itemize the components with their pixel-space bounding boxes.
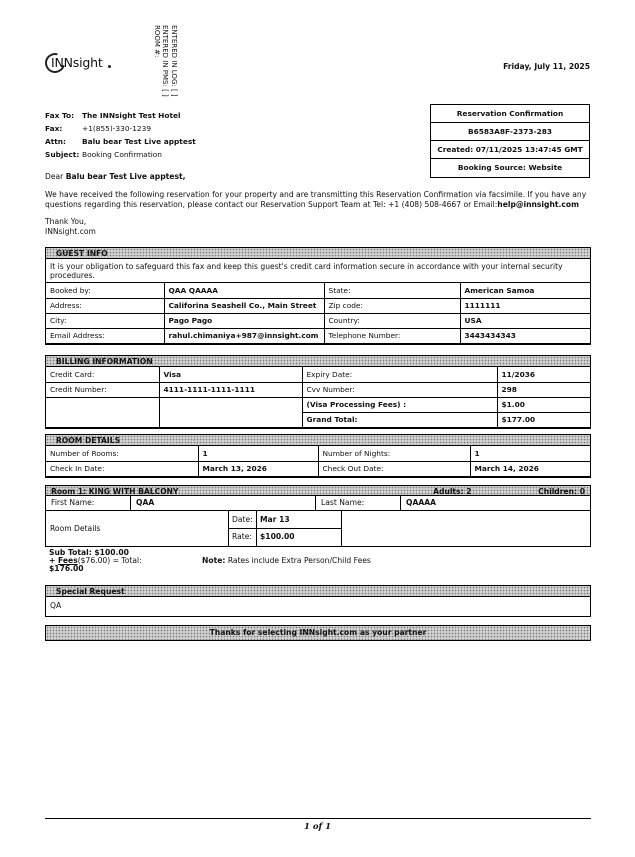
table-row: (Visa Processing Fees) : $1.00 [46, 397, 590, 412]
rate-label: Rate: [229, 529, 257, 546]
room-details-label: Room Details [46, 511, 229, 546]
signature: INNsight.com [45, 227, 96, 236]
thank-you: Thank You, [45, 217, 87, 226]
confirmation-number: B6583A8F-2373-283 [431, 123, 589, 141]
room-total: $176.00 [49, 564, 84, 573]
billing-header: BILLING INFORMATION [46, 356, 590, 367]
adults-count: Adults: 2 [433, 487, 472, 496]
room-1-title: Room 1: KING WITH BALCONY [51, 487, 179, 496]
subtotal: Sub Total: $100.00 [49, 548, 129, 557]
footer-divider [45, 818, 591, 819]
booking-source: Booking Source: Website [457, 163, 563, 172]
guest-info-header: GUEST INFO [46, 248, 590, 259]
totals-block [45, 547, 591, 573]
attn-value: Balu bear Test Live apptest [82, 137, 196, 146]
guest-info-table [46, 283, 590, 344]
stamp-line-pms: ENTERED IN PMS: [ ] [161, 25, 170, 97]
table-row: Check In Date: March 13, 2026 Check Out Date: March 14, 2026 [46, 461, 590, 476]
table-row: Booked by: QAA QAAAA State: American Samoa [46, 283, 590, 298]
fax-number-label: Fax: [45, 124, 63, 133]
fax-to-label: Fax To: [45, 111, 75, 120]
salutation: Dear Balu bear Test Live apptest, [45, 172, 186, 181]
room-guest-row [45, 496, 591, 511]
table-row: Credit Card: Visa Expiry Date: 11/2036 [46, 367, 590, 382]
rate-value: $100.00 [257, 529, 342, 546]
table-row: Email Address: rahul.chimaniya+987@innsight.com Telephone Number: 3443434343 [46, 328, 590, 343]
room-1-header [45, 485, 591, 496]
last-name-value: QAAAA [406, 498, 436, 507]
table-row: Grand Total: $177.00 [46, 412, 590, 427]
children-count: Children: 0 [538, 487, 585, 496]
room-1-section [45, 485, 591, 573]
log-stamp [150, 25, 178, 105]
confirmation-title: Reservation Confirmation [431, 105, 589, 123]
fees-line: + Fees($76.00) = Total: [49, 556, 142, 565]
support-email[interactable]: help@innsight.com [497, 200, 580, 209]
stamp-line-log: ENTERED IN LOG: [ ] [170, 25, 178, 97]
page-number: 1 of 1 [303, 822, 332, 832]
guest-name: Balu bear Test Live apptest, [65, 172, 186, 181]
room-details-header: ROOM DETAILS [46, 435, 590, 446]
first-name-label: First Name: [46, 496, 131, 510]
confirmation-created: Created: 07/11/2025 13:47:45 GMT [431, 141, 589, 159]
last-name-label: Last Name: [316, 496, 401, 510]
logo-text: INNsight [51, 55, 103, 70]
table-row: Number of Rooms: 1 Number of Nights: 1 [46, 446, 590, 461]
fax-number-value: +1(855)-330-1239 [82, 124, 152, 133]
special-request-header: Special Request [46, 586, 590, 597]
fax-header [45, 111, 196, 163]
room-details-section [45, 434, 591, 478]
billing-table [46, 367, 590, 428]
subject-label: Subject: [45, 150, 80, 159]
table-row: Address: Califorina Seashell Co., Main Street Zip code: 1111111 [46, 298, 590, 313]
special-request-section [45, 585, 591, 617]
thanks-banner: Thanks for selecting INNsight.com as your partner [46, 626, 590, 640]
guest-info-section [45, 247, 591, 345]
attn-label: Attn: [45, 137, 67, 146]
thanks-section [45, 625, 591, 641]
date-label: Date: [229, 511, 257, 528]
security-notice: It is your obligation to safeguard this fax and keep this guest's credit card information secure in accordance with your internal security procedures. [46, 259, 590, 283]
billing-section [45, 355, 591, 429]
document-date: Friday, July 11, 2025 [503, 62, 590, 71]
first-name-value: QAA [131, 496, 316, 510]
room-rate-row [45, 511, 591, 547]
innsight-logo [45, 52, 115, 78]
rate-grid [229, 511, 342, 546]
letter-body [45, 172, 591, 237]
subject-value: Booking Confirmation [82, 150, 162, 159]
confirmation-box [430, 104, 590, 178]
stamp-line-room: ROOM #: [153, 25, 161, 58]
special-request-text: QA [50, 601, 62, 610]
table-row: Credit Number: 4111-1111-1111-1111 Cvv Number: 298 [46, 382, 590, 397]
logo-dot-icon [108, 65, 111, 68]
room-details-table [46, 446, 590, 477]
rates-note: Note: Rates include Extra Person/Child Fees [202, 556, 371, 565]
fax-to-value: The INNsight Test Hotel [82, 111, 181, 120]
table-row: City: Pago Pago Country: USA [46, 313, 590, 328]
letter-paragraph: We have received the following reservation for your property and are transmitting this Reservation Confirmation via facsimile. If you have any questions regarding this reservation, please contact our Reservation Support Team at Tel: +1 (408) 508-4667 or Email:help@innsight.com [45, 190, 587, 209]
date-value: Mar 13 [257, 511, 342, 528]
